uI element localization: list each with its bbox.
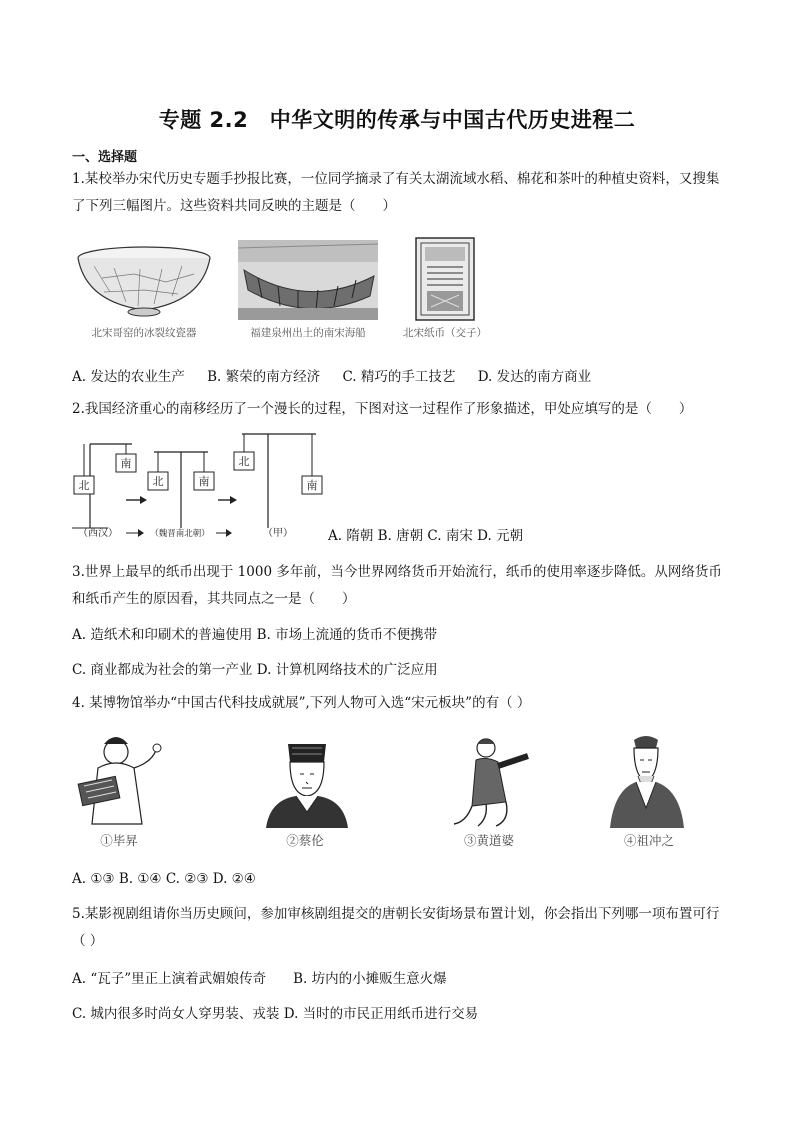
jiaozi-banknote-image <box>415 237 475 321</box>
portrait-caption-3: ③黄道婆 <box>463 833 514 848</box>
cai-lun-portrait <box>262 734 352 828</box>
portrait-caption-1: ①毕昇 <box>100 833 138 848</box>
stage3-label: （甲） <box>263 528 293 539</box>
scale2-north-label: 北 <box>152 475 164 488</box>
page-title: 专题 2.2 中华文明的传承与中国古代历史进程二 <box>158 108 636 132</box>
stage1-label: （西汉） <box>78 528 118 539</box>
huang-daopo-portrait <box>446 732 532 828</box>
scale2-south-label: 南 <box>198 475 210 488</box>
q1-option-b[interactable]: B. 繁荣的南方经济 <box>207 369 321 385</box>
q1-option-d[interactable]: D. 发达的南方商业 <box>477 369 592 385</box>
question-2-text: 2.我国经济重心的南移经历了一个漫长的过程，下图对这一过程作了形象描述，甲处应填写的是（ ） <box>72 401 693 417</box>
scale1-north-label: 北 <box>78 479 90 492</box>
scale1-south-label: 南 <box>120 457 132 470</box>
bi-sheng-portrait <box>76 728 172 828</box>
caption-ship: 福建泉州出土的南宋海船 <box>250 327 366 339</box>
section-heading: 一、选择题 <box>72 150 138 165</box>
question-4-text: 4. 某博物馆举办“中国古代科技成就展”,下列人物可入选“宋元板块”的有（ ） <box>72 695 531 711</box>
question-4-options[interactable]: A. ①③ B. ①④ C. ②③ D. ②④ <box>72 871 256 887</box>
scale3-north-label: 北 <box>238 455 250 468</box>
question-2-options[interactable]: A. 隋朝 B. 唐朝 C. 南宋 D. 元朝 <box>328 528 524 544</box>
portrait-caption-2: ②蔡伦 <box>286 833 324 848</box>
question-1-options <box>72 365 609 385</box>
caption-porcelain: 北宋哥窑的冰裂纹瓷器 <box>91 327 197 339</box>
song-ship-image <box>238 240 378 320</box>
caption-banknote: 北宋纸币（交子） <box>403 327 487 339</box>
economic-center-scale-diagram <box>68 432 326 544</box>
stage2-label: （魏晋南北朝） <box>150 529 210 539</box>
question-5-text: 5.某影视剧组请你当历史顾问，参加审核剧组提交的唐朝长安街场景布置计划，你会指出下列哪一项布置可行（ ） <box>72 906 720 949</box>
question-3-text: 3.世界上最早的纸币出现于 1000 多年前，当今世界网络货币开始流行，纸币的使用率逐步降低。从网络货币和纸币产生的原因看，其共同点之一是（ ） <box>72 564 722 607</box>
portrait-caption-4: ④祖冲之 <box>623 833 674 848</box>
question-3-options-line-1[interactable]: A. 造纸术和印刷术的普遍使用 B. 市场上流通的货币不便携带 <box>72 627 438 643</box>
question-5-options-line-1[interactable]: A. “瓦子”里正上演着武媚娘传奇 B. 坊内的小摊贩生意火爆 <box>72 971 447 987</box>
question-5-options-line-2[interactable]: C. 城内很多时尚女人穿男装、戎装 D. 当时的市民正用纸币进行交易 <box>72 1006 479 1022</box>
zu-chongzhi-portrait <box>604 734 690 828</box>
crackle-porcelain-bowl-image <box>74 244 214 318</box>
scale3-south-label: 南 <box>306 479 318 492</box>
question-1-text: 1.某校举办宋代历史专题手抄报比赛，一位同学摘录了有关太湖流域水稻、棉花和茶叶的种植史资料，又搜集了下列三幅图片。这些资料共同反映的主题是（ ） <box>72 171 720 214</box>
question-3-options-line-2[interactable]: C. 商业都成为社会的第一产业 D. 计算机网络技术的广泛应用 <box>72 662 438 678</box>
q1-option-a[interactable]: A. 发达的农业生产 <box>72 369 185 385</box>
q1-option-c[interactable]: C. 精巧的手工技艺 <box>342 369 456 385</box>
